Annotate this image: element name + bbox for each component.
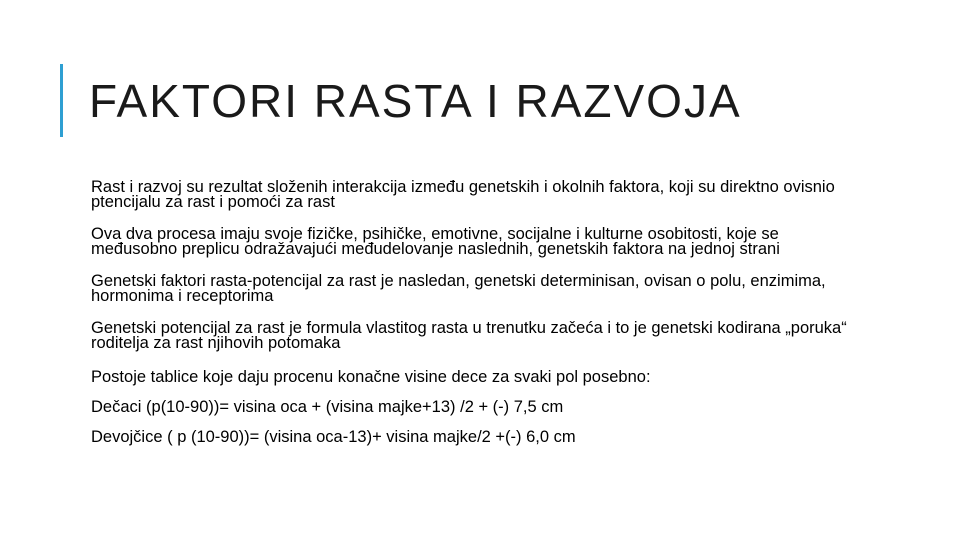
slide-title: FAKTORI RASTA I RAZVOJA [89, 75, 742, 127]
paragraph-6: Dečaci (p(10-90))= visina oca + (visina majke+13) /2 + (-) 7,5 cm [91, 398, 564, 416]
paragraph-7: Devojčice ( p (10-90))= (visina oca-13)+ visina majke/2 +(-) 6,0 cm [91, 428, 576, 446]
paragraph-2: Ova dva procesa imaju svoje fizičke, psihičke, emotivne, socijalne i kulturne osobitosti, koje se međusobno preplicu odražavajući međudelovanje naslednih, genetskih faktora na jednoj strani [91, 225, 780, 258]
title-accent-bar [60, 64, 63, 137]
paragraph-1: Rast i razvoj su rezultat složenih interakcija između genetskih i okolnih faktora, koji su direktno ovisnio ptencijalu za rast i pomoći za rast [91, 178, 835, 211]
paragraph-4: Genetski potencijal za rast je formula vlastitog rasta u trenutku začeća i to je genetski kodirana „poruka“ roditelja za rast njihovih potomaka [91, 319, 847, 352]
paragraph-5: Postoje tablice koje daju procenu konačne visine dece za svaki pol posebno: [91, 368, 651, 386]
paragraph-3: Genetski faktori rasta-potencijal za rast je nasledan, genetski determinisan, ovisan o polu, enzimima, hormonima i receptorima [91, 272, 826, 305]
slide-body [91, 180, 851, 458]
